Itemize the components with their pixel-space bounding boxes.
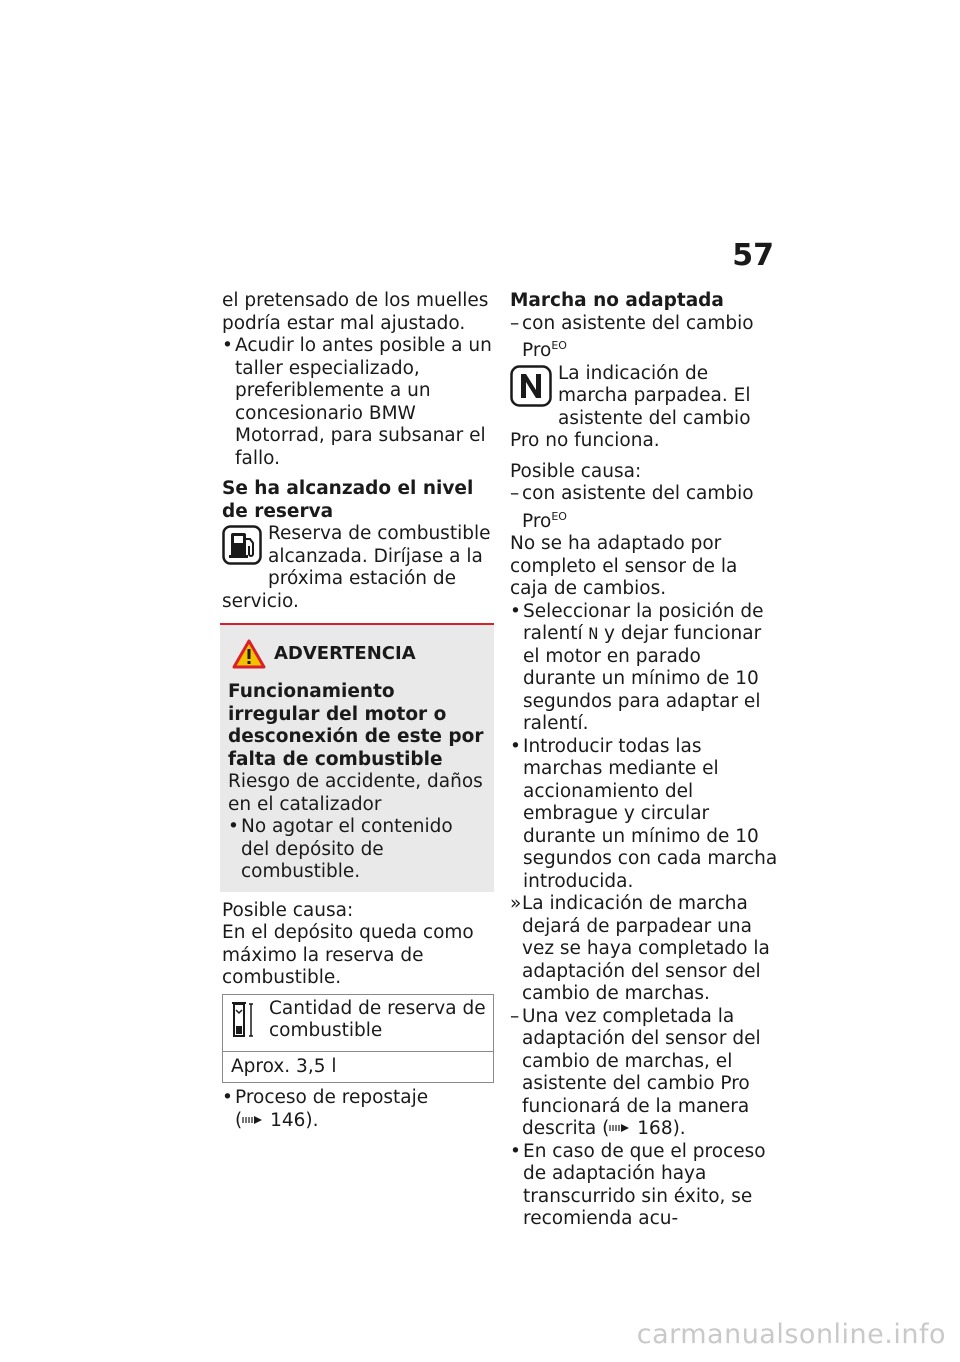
- list-item: • En caso de que el proceso de adaptación haya transcurrido sin éxito, se recomienda acu-: [510, 1141, 778, 1231]
- page-reference[interactable]: ( 146).: [235, 1109, 319, 1131]
- list-text: Seleccionar la posición de ralentí: [523, 600, 764, 645]
- warning-text: Riesgo de accidente, daños en el catalizador: [228, 771, 483, 815]
- page-reference-arrow-icon: [242, 1114, 264, 1126]
- page-reference-number: 146: [270, 1109, 306, 1131]
- paragraph: el pretensado de los muelles podría estar mal ajustado.: [222, 290, 489, 334]
- fuel-pump-icon: [222, 525, 262, 572]
- cause-text: En el depósito queda como máximo la reserva de combustible.: [222, 922, 474, 988]
- cause-label: Posible causa:: [222, 899, 354, 921]
- warning-box: [220, 623, 494, 892]
- condition-text: con asistente del cambio Pro: [522, 312, 754, 362]
- warning-bullet: • No agotar el contenido del depósito de combustible.: [228, 816, 486, 884]
- list-item: • Introducir todas las marchas mediante el accionamiento del embrague y circular durante un mínimo de 10 segundos con cada marcha introducida.: [510, 736, 778, 894]
- warning-title: ADVERTENCIA: [274, 642, 416, 664]
- list-item: [510, 601, 778, 736]
- gear-indicator-text: La indicación de marcha parpadea. El asistente del cambio Pro no funciona.: [510, 362, 751, 452]
- warning-heading: Funcionamiento irregular del motor o desconexión de este por falta de combustible: [228, 681, 484, 770]
- list-text: y dejar funcionar el motor en parado durante un mínimo de 10 segundos para adaptar el ralentí.: [523, 623, 762, 735]
- cause-label: Posible causa:: [510, 460, 642, 482]
- paragraph: No se ha adaptado por completo el sensor de la caja de cambios.: [510, 533, 738, 600]
- section-heading: Se ha alcanzado el nivel de reserva: [222, 478, 474, 522]
- spec-value: Aprox. 3,5 l: [231, 1055, 337, 1077]
- refuel-text: Proceso de repostaje: [235, 1087, 429, 1108]
- page-reference[interactable]: ( 168).: [602, 1118, 686, 1140]
- spec-label: Cantidad de reserva de combustible: [269, 997, 486, 1041]
- page-number: 57: [732, 238, 774, 273]
- fuel-tank-level-icon: [229, 1000, 259, 1048]
- list-item: [222, 1087, 492, 1132]
- equipment-mark: EO: [551, 339, 567, 352]
- page-reference-arrow-icon: [609, 1122, 631, 1134]
- list-item: • Acudir lo antes posible a un taller especializado, preferiblemente a un concesionario BMW Motorrad, para subsanar el fallo.: [222, 335, 492, 470]
- page-reference-number: 168: [637, 1118, 673, 1140]
- right-column: [510, 290, 778, 1231]
- condition-item: [510, 483, 778, 533]
- fuel-reserve-block: [222, 523, 492, 613]
- gear-indicator-block: [510, 363, 778, 453]
- result-item: » La indicación de marcha dejará de parpadear una vez se haya completado la adaptación del sensor del cambio de marchas.: [510, 893, 778, 1006]
- neutral-symbol: N: [588, 624, 599, 644]
- warning-title-row: [232, 639, 486, 669]
- watermark: carmanualsonline.info: [636, 1319, 946, 1350]
- condition-item: [510, 1006, 778, 1141]
- condition-text: Una vez completada la adaptación del sensor del cambio de marchas, el asistente del cambio Pro funcionará de la manera descrita: [522, 1005, 761, 1140]
- warning-triangle-icon: [232, 639, 266, 669]
- gear-neutral-icon: [510, 365, 552, 414]
- fuel-reserve-text: Reserva de combustible alcanzada. Diríjase a la próxima estación de servicio.: [222, 523, 491, 612]
- spec-label-row: [223, 995, 493, 1052]
- equipment-mark: EO: [551, 509, 567, 523]
- condition-item: [510, 313, 778, 363]
- left-column: [222, 290, 492, 1132]
- section-heading: Marcha no adaptada: [510, 290, 724, 311]
- condition-text: con asistente del cambio Pro: [522, 483, 754, 532]
- spec-table: [222, 994, 494, 1084]
